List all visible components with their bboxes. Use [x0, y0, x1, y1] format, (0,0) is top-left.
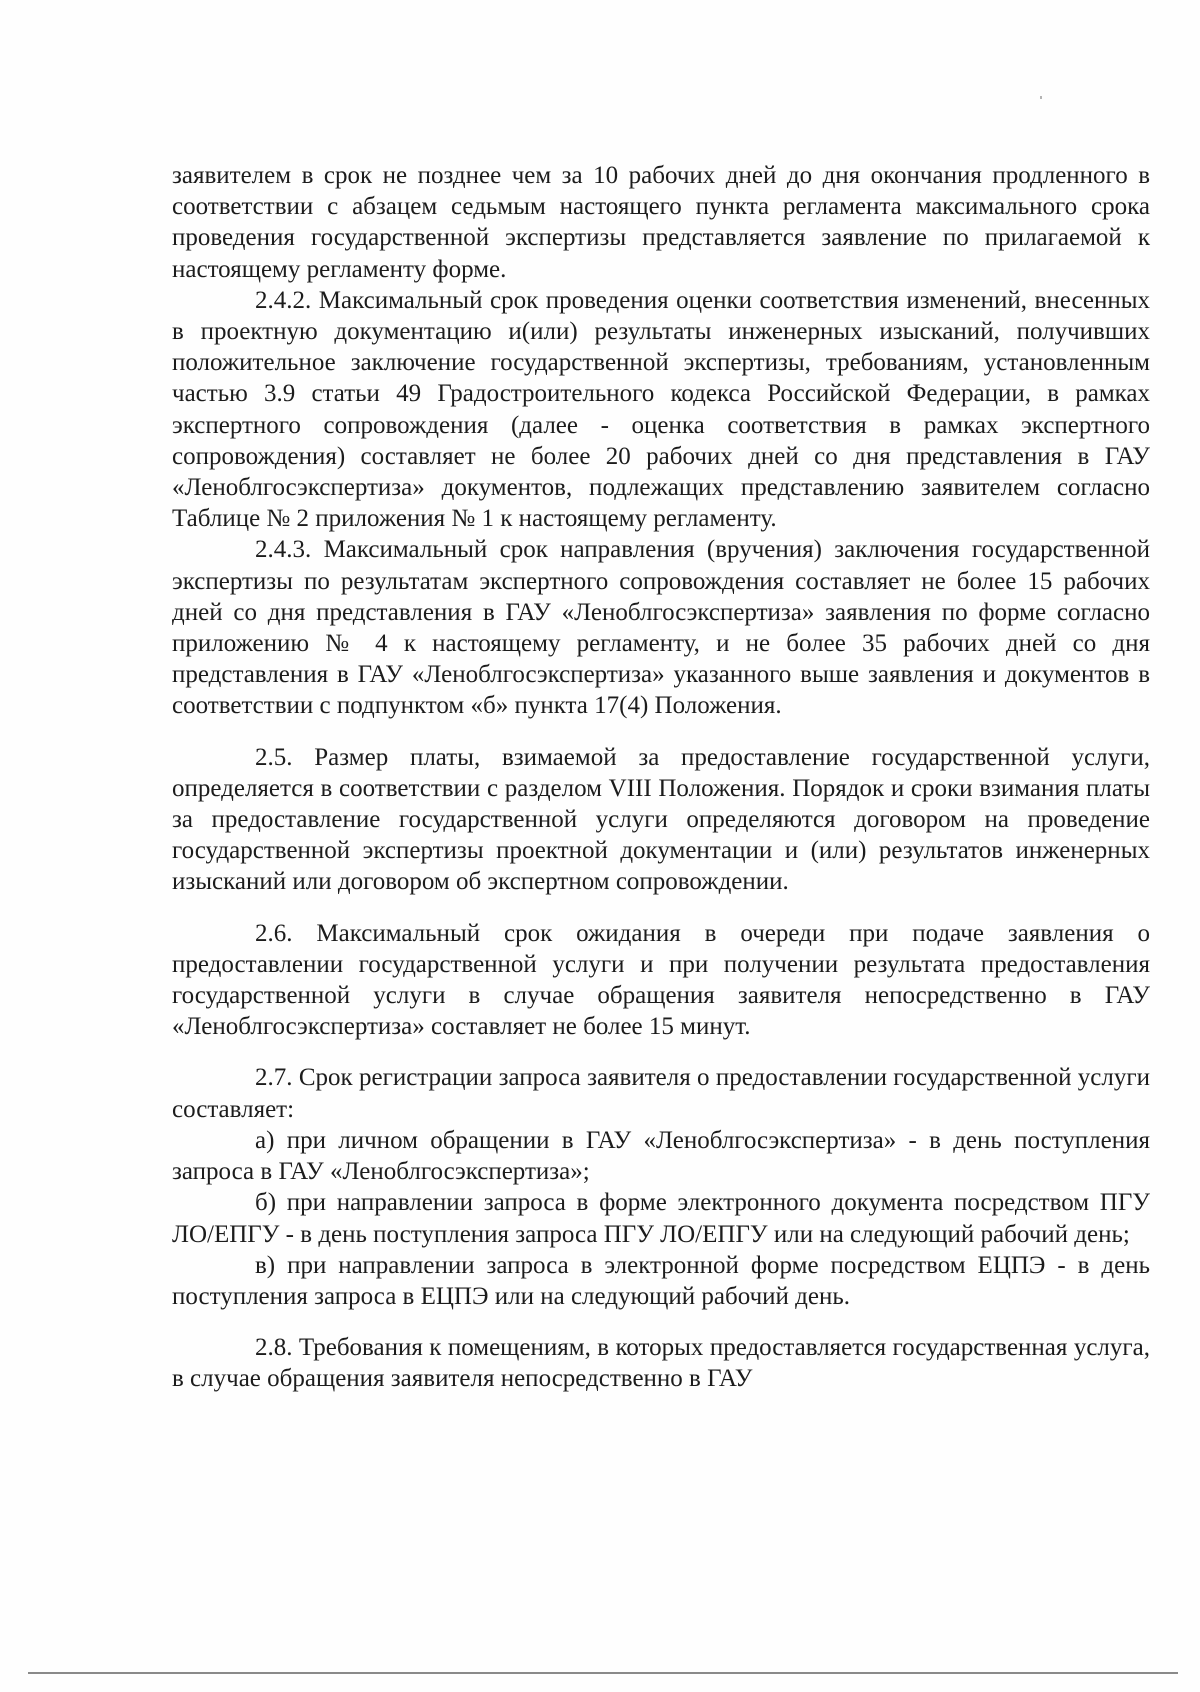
paragraph-2-7: 2.7. Срок регистрации запроса заявителя о предоставлении государственной услуги составляет: [172, 1064, 1150, 1123]
paragraph-2-7-a: а) при личном обращении в ГАУ «Леноблгосэкспертиза» - в день поступления запроса в ГАУ «Леноблгосэкспертиза»; [172, 1126, 1150, 1186]
paragraph-2-5: 2.5. Размер платы, взимаемой за предоставление государственной услуги, определяется в соответствии с разделом VIII Положения. Порядок и сроки взимания платы за предоставление государственной услуги определяются договором на проведение государственной экспертизы проектной документации и (или) результатов инженерных изысканий или договором об экспертном сопровождении. [172, 743, 1150, 896]
scan-speck [1040, 96, 1042, 99]
paragraph-continuation: заявителем в срок не позднее чем за 10 рабочих дней до дня окончания продленного в соответствии с абзацем седьмым настоящего пункта регламента максимального срока проведения государственной экспертизы представляется заявление по прилагаемой к настоящему регламенту форме. [172, 162, 1150, 283]
paragraph-2-4-3: 2.4.3. Максимальный срок направления (вручения) заключения государственной экспертизы по результатам экспертного сопровождения составляет не более 15 рабочих дней со дня представления в ГАУ «Леноблгосэкспертиза» заявления по форме согласно приложению № 4 к настоящему регламенту, и не более 35 рабочих дней со дня представления в ГАУ «Леноблгосэкспертиза» указанного выше заявления и документов в соответствии с подпунктом «б» пункта 17(4) Положения. [172, 536, 1150, 720]
paragraph-2-4-2: 2.4.2. Максимальный срок проведения оценки соответствия изменений, внесенных в проектную документацию и(или) результаты инженерных изысканий, получивших положительное заключение государственной экспертизы, требованиям, установленным частью 3.9 статьи 49 Градостроительного кодекса Российской Федерации, в рамках экспертного сопровождения (далее - оценка соответствия в рамках экспертного сопровождения) составляет не более 20 рабочих дней со дня представления в ГАУ «Леноблгосэкспертиза» документов, подлежащих представлению заявителем согласно Таблице № 2 приложения № 1 к настоящему регламенту. [172, 286, 1150, 533]
paragraph-2-7-b: б) при направлении запроса в форме электронного документа посредством ПГУ ЛО/ЕПГУ - в день поступления запроса ПГУ ЛО/ЕПГУ или на следующий рабочий день; [172, 1189, 1150, 1248]
paragraph-2-6: 2.6. Максимальный срок ожидания в очереди при подаче заявления о предоставлении государственной услуги и при получении результата предоставления государственной услуги в случае обращения заявителя непосредственно в ГАУ «Леноблгосэкспертиза» составляет не более 15 минут. [172, 919, 1150, 1041]
scan-bottom-edge [28, 1672, 1178, 1674]
document-body [172, 160, 1150, 1395]
paragraph-2-7-v: в) при направлении запроса в электронной форме посредством ЕЦПЭ - в день поступления запроса в ЕЦПЭ или на следующий рабочий день. [172, 1251, 1150, 1310]
paragraph-2-8: 2.8. Требования к помещениям, в которых предоставляется государственная услуга, в случае обращения заявителя непосредственно в ГАУ [172, 1334, 1150, 1393]
